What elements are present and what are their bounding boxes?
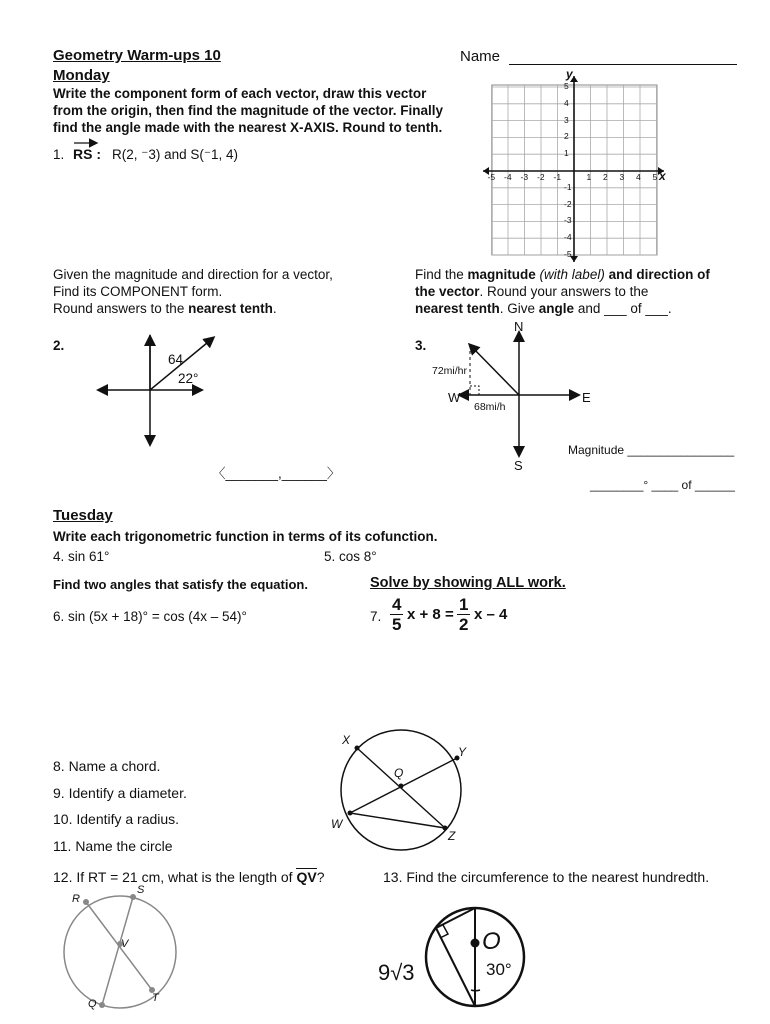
name-label: Name — [460, 48, 501, 65]
point-t-label: T — [152, 992, 159, 1004]
circle-q-diagram — [341, 730, 461, 850]
point-w-label: W — [331, 817, 343, 831]
coordinate-grid[interactable] — [483, 76, 664, 262]
worksheet-title: Geometry Warm-ups 10 — [53, 47, 221, 64]
grid-x-tick: 2 — [603, 172, 608, 182]
q2-diagram — [99, 335, 213, 444]
q7-end: x – 4 — [474, 606, 508, 623]
point-x-label: X — [342, 733, 351, 747]
point-z-label: Z — [448, 829, 456, 843]
grid-x-label: x — [659, 169, 666, 183]
q2-answer-blank[interactable]: 〈_______,______〉 — [212, 466, 341, 481]
monday-heading: Monday — [53, 67, 110, 84]
grid-y-tick: -3 — [564, 215, 572, 226]
q3-south: S — [514, 458, 523, 473]
q3-diagram — [460, 333, 578, 455]
point-v-label: V — [121, 938, 129, 950]
q3-number: 3. — [415, 338, 427, 353]
tuesday-instruction-2: Find two angles that satisfy the equation. — [53, 577, 308, 592]
tuesday-instruction: Write each trigonometric function in terms of its cofunction. — [53, 529, 438, 544]
grid-y-tick: -2 — [564, 198, 572, 209]
grid-y-tick: -1 — [564, 181, 572, 192]
q2-angle: 22° — [178, 371, 199, 386]
point-s-label: S — [137, 884, 145, 896]
q1-number: 1. — [53, 147, 65, 162]
q1-vector-label: RS : — [73, 146, 101, 162]
q3-west: W — [448, 390, 461, 405]
point-r-label: R — [72, 893, 80, 905]
q5-text: 5. cos 8° — [324, 549, 377, 564]
monday-instruction-1: Write the component form of each vector, draw this vector — [53, 86, 427, 101]
grid-x-tick: 5 — [652, 172, 658, 182]
q3-horizontal-label: 68mi/h — [474, 401, 506, 413]
grid-x-tick: 1 — [586, 172, 592, 182]
grid-y-tick: -4 — [564, 232, 572, 243]
q2-magnitude: 64 — [168, 352, 184, 367]
grid-x-tick: 4 — [636, 172, 641, 182]
grid-x-tick: -5 — [487, 172, 496, 182]
monday-instruction-3: find the angle made with the nearest X-AXIS. Round to tenth. — [53, 120, 443, 135]
point-q2-label: Q — [88, 998, 97, 1010]
grid-y-tick: 4 — [564, 97, 569, 108]
center-o-label: O — [482, 928, 501, 955]
grid-x-tick: -3 — [520, 172, 529, 182]
q10-text: 10. Identify a radius. — [53, 811, 180, 827]
grid-y-tick: 2 — [564, 131, 569, 142]
grid-x-tick: -4 — [504, 172, 512, 182]
q3-direction-blank[interactable]: ________° ____ of ______ — [590, 478, 735, 492]
grid-y-label: y — [566, 67, 573, 81]
q2-intro-1: Given the magnitude and direction for a vector, — [53, 267, 333, 282]
q3-intro-1: Find the magnitude (with label) and direction of — [415, 267, 710, 282]
grid-y-tick: 1 — [564, 148, 569, 159]
q3-intro-2: the vector. Round your answers to the — [415, 284, 649, 299]
tuesday-heading: Tuesday — [53, 507, 113, 524]
circle-o-diagram — [426, 908, 524, 1006]
q1-text: R(2, ⁻3) and S(⁻1, 4) — [112, 147, 239, 162]
q6-text: 6. sin (5x + 18)° = cos (4x – 54)° — [53, 609, 247, 624]
circle-v-diagram — [64, 894, 176, 1008]
angle-30-label: 30° — [486, 960, 512, 979]
q2-number: 2. — [53, 338, 65, 353]
q7-middle: x + 8 = — [407, 606, 454, 623]
grid-y-tick: 3 — [564, 114, 569, 125]
q3-magnitude-blank[interactable]: Magnitude ________________ — [568, 443, 735, 457]
q2-intro-2: Find its COMPONENT form. — [53, 284, 223, 299]
q12-text: 12. If RT = 21 cm, what is the length of QV? — [53, 869, 325, 885]
q2-intro-3: Round answers to the nearest tenth. — [53, 301, 277, 316]
q13-text: 13. Find the circumference to the nearest hundredth. — [383, 869, 710, 885]
q11-text: 11. Name the circle — [53, 838, 173, 854]
side-length-label: 9√3 — [378, 960, 415, 985]
grid-x-tick: -1 — [553, 172, 562, 182]
q7-number: 7. — [370, 609, 382, 624]
point-q-label: Q — [394, 766, 404, 780]
grid-y-tick: -5 — [564, 249, 572, 259]
q9-text: 9. Identify a diameter. — [53, 785, 187, 801]
grid-x-tick: -2 — [537, 172, 545, 182]
q3-vertical-label: 72mi/hr — [432, 365, 468, 377]
grid-x-tick: 3 — [619, 172, 625, 182]
q3-east: E — [582, 390, 591, 405]
monday-instruction-2: from the origin, then find the magnitude of the vector. Finally — [53, 103, 444, 118]
grid-y-tick: 5 — [564, 81, 569, 91]
q3-north: N — [514, 319, 524, 334]
solve-heading: Solve by showing ALL work. — [370, 575, 566, 591]
q3-intro-3: nearest tenth. Give angle and ___ of ___. — [415, 301, 672, 316]
q4-text: 4. sin 61° — [53, 549, 110, 564]
q8-text: 8. Name a chord. — [53, 758, 161, 774]
q7-fraction-1: $\frac{4}{5}$ — [392, 595, 402, 634]
q7-fraction-2: $\frac{1}{2}$ — [459, 595, 469, 634]
point-y-label: Y — [458, 745, 467, 759]
